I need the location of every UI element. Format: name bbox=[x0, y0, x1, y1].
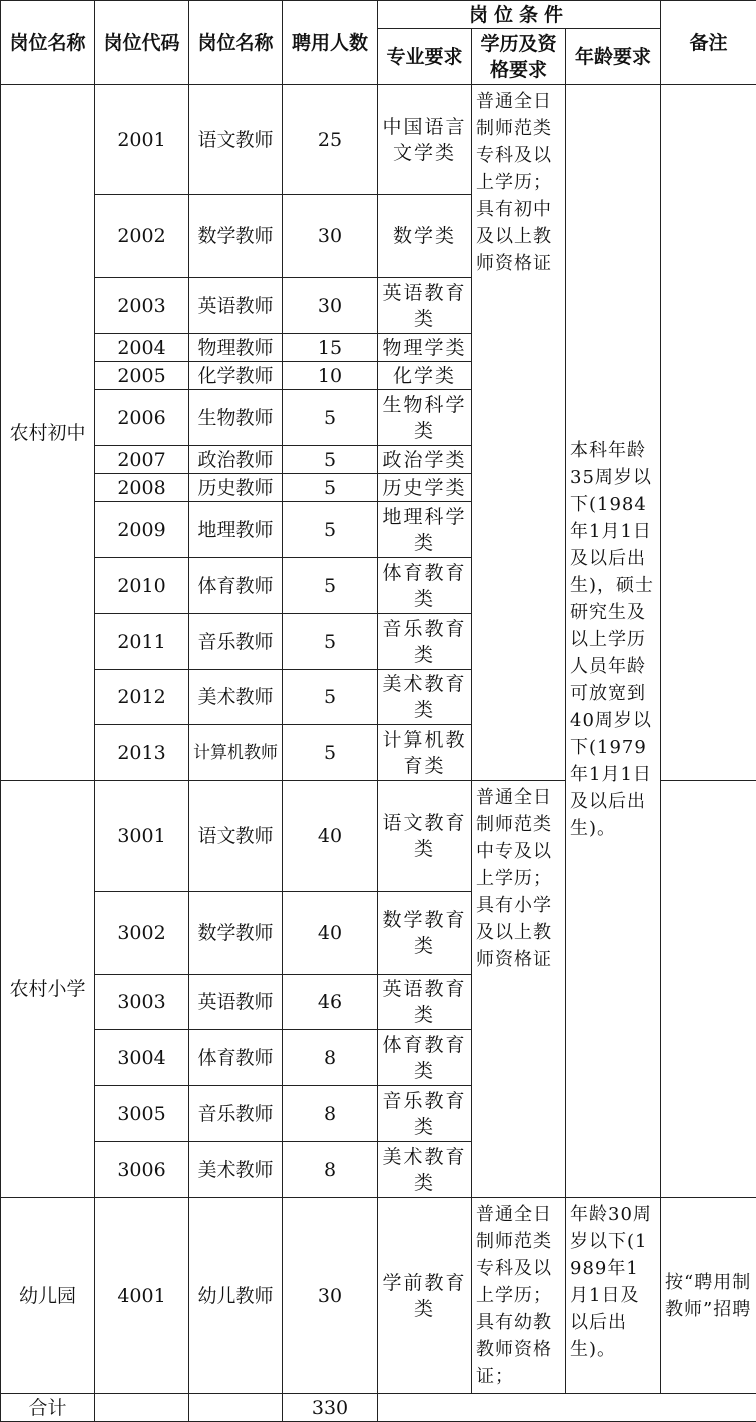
total-value: 330 bbox=[283, 1394, 378, 1422]
position-title: 语文教师 bbox=[189, 85, 283, 195]
kinder-age-requirement: 年龄30周岁以下(1989年1月1日及以后出生)。 bbox=[566, 1198, 661, 1394]
position-code: 2009 bbox=[95, 502, 189, 558]
position-code: 2011 bbox=[95, 614, 189, 670]
position-title: 化学教师 bbox=[189, 362, 283, 390]
table-row bbox=[1, 85, 756, 195]
section-kinder-name: 幼儿园 bbox=[1, 1198, 95, 1394]
header-age: 年龄要求 bbox=[566, 29, 661, 85]
hire-count: 8 bbox=[283, 1030, 378, 1086]
total-row bbox=[1, 1394, 756, 1422]
hire-count: 30 bbox=[283, 278, 378, 334]
major-requirement: 英语教育类 bbox=[378, 975, 472, 1030]
age-requirement-main: 本科年龄35周岁以下(1984年1月1日及以后出生)，硕士研究生及以上学历人员年龄可放宽到40周岁以下(1979年1月1日及以后出生)。 bbox=[566, 85, 661, 1198]
hire-count: 8 bbox=[283, 1086, 378, 1142]
position-title: 英语教师 bbox=[189, 278, 283, 334]
header-notes: 备注 bbox=[661, 1, 756, 85]
hire-count: 8 bbox=[283, 1142, 378, 1198]
total-label: 合计 bbox=[1, 1394, 95, 1422]
position-title: 音乐教师 bbox=[189, 1086, 283, 1142]
position-code: 3004 bbox=[95, 1030, 189, 1086]
hire-count: 5 bbox=[283, 390, 378, 446]
position-code: 2007 bbox=[95, 446, 189, 474]
kinder-education-requirement: 普通全日制师范类专科及以上学历；具有幼教教师资格证； bbox=[472, 1198, 566, 1394]
position-title: 语文教师 bbox=[189, 781, 283, 892]
position-code: 3005 bbox=[95, 1086, 189, 1142]
position-title: 数学教师 bbox=[189, 195, 283, 278]
position-code: 2003 bbox=[95, 278, 189, 334]
position-code: 2012 bbox=[95, 670, 189, 725]
primary-education-requirement: 普通全日制师范类中专及以上学历；具有小学及以上教师资格证 bbox=[472, 781, 566, 1198]
position-code: 2008 bbox=[95, 474, 189, 502]
major-requirement: 地理科学类 bbox=[378, 502, 472, 558]
position-title: 英语教师 bbox=[189, 975, 283, 1030]
hire-count: 25 bbox=[283, 85, 378, 195]
hire-count: 5 bbox=[283, 558, 378, 614]
position-code: 3002 bbox=[95, 892, 189, 975]
position-title: 美术教师 bbox=[189, 670, 283, 725]
primary-notes bbox=[661, 781, 756, 1198]
hire-count: 15 bbox=[283, 334, 378, 362]
header-position-name: 岗位名称 bbox=[1, 1, 95, 85]
major-requirement: 体育教育类 bbox=[378, 558, 472, 614]
position-title: 地理教师 bbox=[189, 502, 283, 558]
total-empty-title bbox=[189, 1394, 283, 1422]
position-code: 4001 bbox=[95, 1198, 189, 1394]
hire-count: 5 bbox=[283, 502, 378, 558]
major-requirement: 数学教育类 bbox=[378, 892, 472, 975]
position-code: 2010 bbox=[95, 558, 189, 614]
position-code: 2004 bbox=[95, 334, 189, 362]
hire-count: 5 bbox=[283, 614, 378, 670]
position-title: 生物教师 bbox=[189, 390, 283, 446]
position-title: 政治教师 bbox=[189, 446, 283, 474]
hire-count: 40 bbox=[283, 892, 378, 975]
total-empty-code bbox=[95, 1394, 189, 1422]
major-requirement: 英语教育类 bbox=[378, 278, 472, 334]
position-title: 音乐教师 bbox=[189, 614, 283, 670]
major-requirement: 数学类 bbox=[378, 195, 472, 278]
major-requirement: 生物科学类 bbox=[378, 390, 472, 446]
junior-notes bbox=[661, 85, 756, 781]
major-requirement: 学前教育类 bbox=[378, 1198, 472, 1394]
position-code: 2013 bbox=[95, 725, 189, 781]
header-education: 学历及资格要求 bbox=[472, 29, 566, 85]
position-code: 3001 bbox=[95, 781, 189, 892]
position-code: 2002 bbox=[95, 195, 189, 278]
hire-count: 40 bbox=[283, 781, 378, 892]
major-requirement: 美术教育类 bbox=[378, 670, 472, 725]
position-title: 体育教师 bbox=[189, 558, 283, 614]
hire-count: 46 bbox=[283, 975, 378, 1030]
major-requirement: 中国语言文学类 bbox=[378, 85, 472, 195]
major-requirement: 政治学类 bbox=[378, 446, 472, 474]
hire-count: 30 bbox=[283, 195, 378, 278]
hire-count: 5 bbox=[283, 670, 378, 725]
position-code: 2006 bbox=[95, 390, 189, 446]
kinder-notes: 按“聘用制教师”招聘 bbox=[661, 1198, 756, 1394]
major-requirement: 计算机教育类 bbox=[378, 725, 472, 781]
major-requirement: 音乐教育类 bbox=[378, 1086, 472, 1142]
header-position-title: 岗位名称 bbox=[189, 1, 283, 85]
major-requirement: 语文教育类 bbox=[378, 781, 472, 892]
section-junior-name: 农村初中 bbox=[1, 85, 95, 781]
major-requirement: 体育教育类 bbox=[378, 1030, 472, 1086]
major-requirement: 物理学类 bbox=[378, 334, 472, 362]
position-title: 数学教师 bbox=[189, 892, 283, 975]
position-title: 计算机教师 bbox=[189, 725, 283, 781]
position-code: 3006 bbox=[95, 1142, 189, 1198]
hire-count: 5 bbox=[283, 725, 378, 781]
table-row bbox=[1, 1198, 756, 1394]
hire-count: 10 bbox=[283, 362, 378, 390]
position-title: 美术教师 bbox=[189, 1142, 283, 1198]
total-empty-rest bbox=[378, 1394, 756, 1422]
position-title: 体育教师 bbox=[189, 1030, 283, 1086]
junior-education-requirement: 普通全日制师范类专科及以上学历；具有初中及以上教师资格证 bbox=[472, 85, 566, 781]
position-title: 历史教师 bbox=[189, 474, 283, 502]
major-requirement: 历史学类 bbox=[378, 474, 472, 502]
header-conditions-group: 岗位条件 bbox=[378, 1, 661, 29]
position-code: 3003 bbox=[95, 975, 189, 1030]
position-code: 2001 bbox=[95, 85, 189, 195]
hire-count: 30 bbox=[283, 1198, 378, 1394]
major-requirement: 美术教育类 bbox=[378, 1142, 472, 1198]
section-primary-name: 农村小学 bbox=[1, 781, 95, 1198]
major-requirement: 化学类 bbox=[378, 362, 472, 390]
header-position-code: 岗位代码 bbox=[95, 1, 189, 85]
major-requirement: 音乐教育类 bbox=[378, 614, 472, 670]
header-major: 专业要求 bbox=[378, 29, 472, 85]
hire-count: 5 bbox=[283, 446, 378, 474]
header-hire-count: 聘用人数 bbox=[283, 1, 378, 85]
position-code: 2005 bbox=[95, 362, 189, 390]
position-title: 物理教师 bbox=[189, 334, 283, 362]
hire-count: 5 bbox=[283, 474, 378, 502]
position-title: 幼儿教师 bbox=[189, 1198, 283, 1394]
